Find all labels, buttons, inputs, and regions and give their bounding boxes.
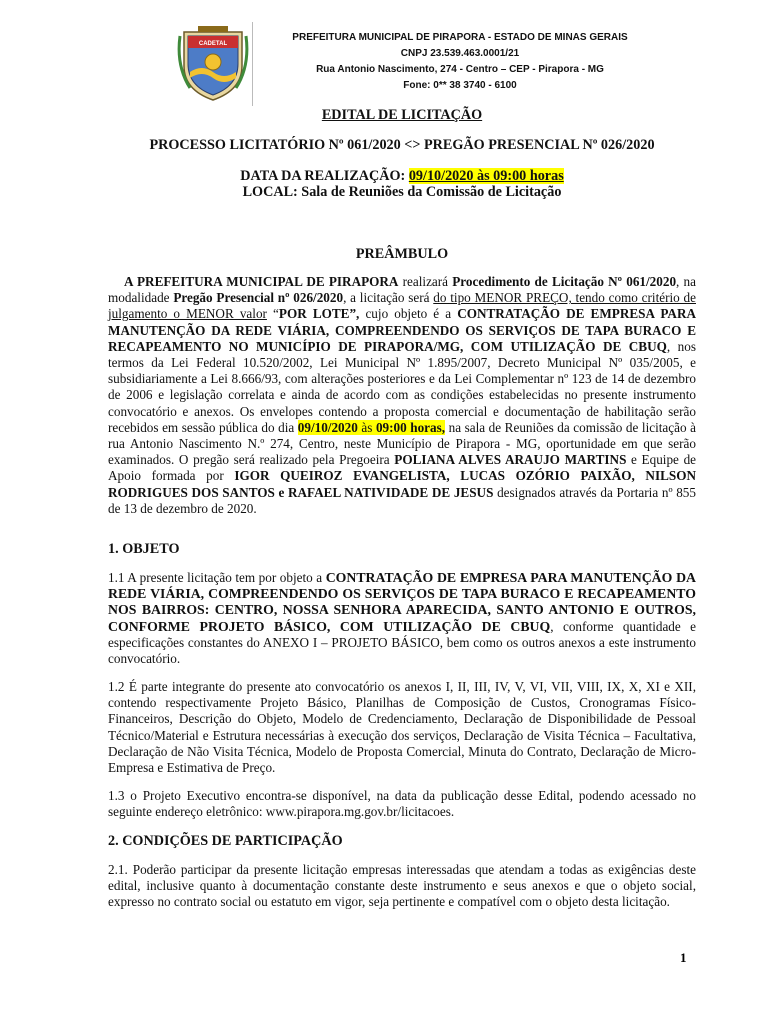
process-block — [100, 137, 704, 153]
preamble-date-highlight: 09/10/2020 — [297, 419, 358, 435]
section-2-heading-block — [108, 833, 696, 849]
section-2-1 — [108, 862, 696, 911]
preamble-text: “ — [266, 306, 279, 322]
preamble-text: , a licitação será — [343, 290, 434, 306]
preamble-object: CONTRATAÇÃO DE EMPRESA PARA MANUTENÇÃO DA REDE VIÁRIA, COMPREENDENDO OS SERVIÇOS DE TAPA BURACO E RECAPEAMENTO NO MUNICÍPIO DE PIRAPORA/MG, COM UTILIZAÇÃO DE CBUQ — [108, 306, 697, 354]
preamble-text: designados através da Portaria nº 855 de 13 de dezembro de 2020. — [108, 484, 696, 516]
preamble-text: na sala de Reuniões da comissão de licitação à rua Antonio Nascimento N.º 274, Centro, neste Município de Pirapora - MG, oportunidade em que serão examinados. O pregão será realizado pela Pregoeira — [108, 419, 696, 468]
section-1-heading-block — [108, 541, 696, 557]
document-title: EDITAL DE LICITAÇÃO — [321, 107, 483, 123]
preamble-text: e Equipe de Apoio formada por — [108, 452, 697, 484]
section-1-2 — [108, 679, 696, 776]
document-title-block — [108, 107, 696, 123]
letterhead-line-4: Fone: 0** 38 3740 - 6100 — [403, 80, 517, 91]
process-line: PROCESSO LICITATÓRIO Nº 061/2020 <> PREGÃO PRESENCIAL Nº 026/2020 — [149, 137, 655, 153]
preamble-time-highlight: 09:00 horas, — [375, 419, 446, 435]
letterhead-line-2: CNPJ 23.539.463.0001/21 — [400, 48, 520, 59]
preamble-pregoeira: POLIANA ALVES ARAUJO MARTINS — [394, 452, 627, 468]
letterhead-line-1: PREFEITURA MUNICIPAL DE PIRAPORA - ESTADO DE MINAS GERAIS — [292, 32, 628, 43]
letterhead-text — [260, 30, 660, 94]
section-1-3 — [108, 788, 696, 820]
preamble-lote: POR LOTE”, — [278, 306, 360, 322]
preamble-procedure: Procedimento de Licitação Nº 061/2020 — [452, 274, 677, 289]
preamble-text: , nos termos da Lei Federal 10.520/2002, Lei Municipal Nº 1.895/2007, Decreto Municipal Nº 035/2005, e subsidiariamente a Lei 8.666/93, com alterações posteriores e da Lei Complementar nº 123 de 14 de dezembro de 2006 e legislação correlata e ainda de acordo com as condições estabelecidas no presente instrumento convocatório e anexos. Os envelopes contendo a proposta comercial e documentação de habilitação serão recebidos em sessão pública do dia — [108, 338, 696, 435]
preamble-modality: Pregão Presencial nº 026/2020 — [173, 290, 344, 306]
section-2-1-text: 2.1. Poderão participar da presente licitação empresas interessadas que atendam a todas as exigências deste edital, inclusive quanto à documentação constante deste instrumento e seus anexos e que o objeto social, expresso no contrato social ou estatuto em vigor, seja pertinente e compatível com o objeto desta licitação. — [108, 862, 696, 910]
preamble-criterion: do tipo MENOR PREÇO, tendo como critério de julgamento o MENOR valor — [108, 290, 696, 322]
section-1-1-text: , conforme quantidade e especificações constantes do ANEXO I – PROJETO BÁSICO, bem como os outros anexos a este instrumento convocatório. — [108, 618, 696, 667]
preamble-text: realizará — [398, 274, 453, 289]
section-1-2-text: 1.2 É parte integrante do presente ato convocatório os anexos I, II, III, IV, V, VI, VII, VIII, IX, X, XI e XII, contendo respectivamente Projeto Básico, Planilhas de Composição de Custos, Cronogramas Físico-Financeiros, Descrição do Objeto, Modelo de Credenciamento, Declaração de Disponibilidade de Pessoal Técnico/Material e Estrutura necessárias à execução dos serviços, Declaração de Visita Técnica – Facultativa, Declaração de Não Visita Técnica, Modelo de Proposta Comercial, Minuta do Contrato, Declaração de Micro-Empresa e Estimativa de Preço. — [108, 679, 696, 776]
section-1-heading: 1. OBJETO — [108, 541, 180, 557]
date-line — [108, 168, 696, 184]
preamble-text-highlight: às — [357, 419, 376, 435]
preamble-heading: PREÂMBULO — [355, 246, 449, 262]
preamble-heading-block — [108, 246, 696, 262]
letterhead — [170, 22, 750, 108]
page-number: 1 — [680, 950, 687, 965]
letterhead-line-3: Rua Antonio Nascimento, 274 - Centro – CEP - Pirapora - MG — [316, 64, 604, 75]
preamble-team: IGOR QUEIROZ EVANGELISTA, LUCAS OZÓRIO PAIXÃO, NILSON RODRIGUES DOS SANTOS e RAFAEL NATIVIDADE DE JESUS — [108, 468, 696, 500]
crest-banner-text: CADETAL — [198, 41, 228, 47]
municipal-crest-icon — [176, 26, 250, 102]
preamble-text: cujo objeto é a — [359, 306, 458, 322]
section-1-3-text: 1.3 o Projeto Executivo encontra-se disponível, na data da publicação desse Edital, podendo acessado no seguinte endereço eletrônico: www.pirapora.mg.gov.br/licitacoes. — [108, 788, 696, 820]
date-block — [108, 168, 696, 200]
date-label: DATA DA REALIZAÇÃO: — [240, 168, 409, 184]
section-1-1-text: 1.1 A presente licitação tem por objeto a — [108, 570, 326, 585]
section-1-1-object: CONTRATAÇÃO DE EMPRESA PARA MANUTENÇÃO DA REDE VIÁRIA, COMPREENDENDO OS SERVIÇOS DE TAPA BURACO E RECAPEAMENTO NOS BAIRROS: CENTRO, NOSSA SENHORA APARECIDA, SANTO ANTONIO E OUTROS, CONFORME PROJETO BÁSICO, COM UTILIZAÇÃO DE CBUQ — [108, 570, 696, 634]
section-2-heading: 2. CONDIÇÕES DE PARTICIPAÇÃO — [108, 833, 343, 849]
section-1-1 — [108, 570, 696, 667]
date-value: 09/10/2020 às 09:00 horas — [408, 168, 564, 184]
preamble-paragraph — [108, 274, 696, 517]
preamble-entity: A PREFEITURA MUNICIPAL DE PIRAPORA — [124, 274, 399, 289]
letterhead-divider — [252, 22, 253, 106]
preamble-text: , na modalidade — [108, 274, 696, 306]
location-line: LOCAL: Sala de Reuniões da Comissão de Licitação — [242, 184, 562, 201]
